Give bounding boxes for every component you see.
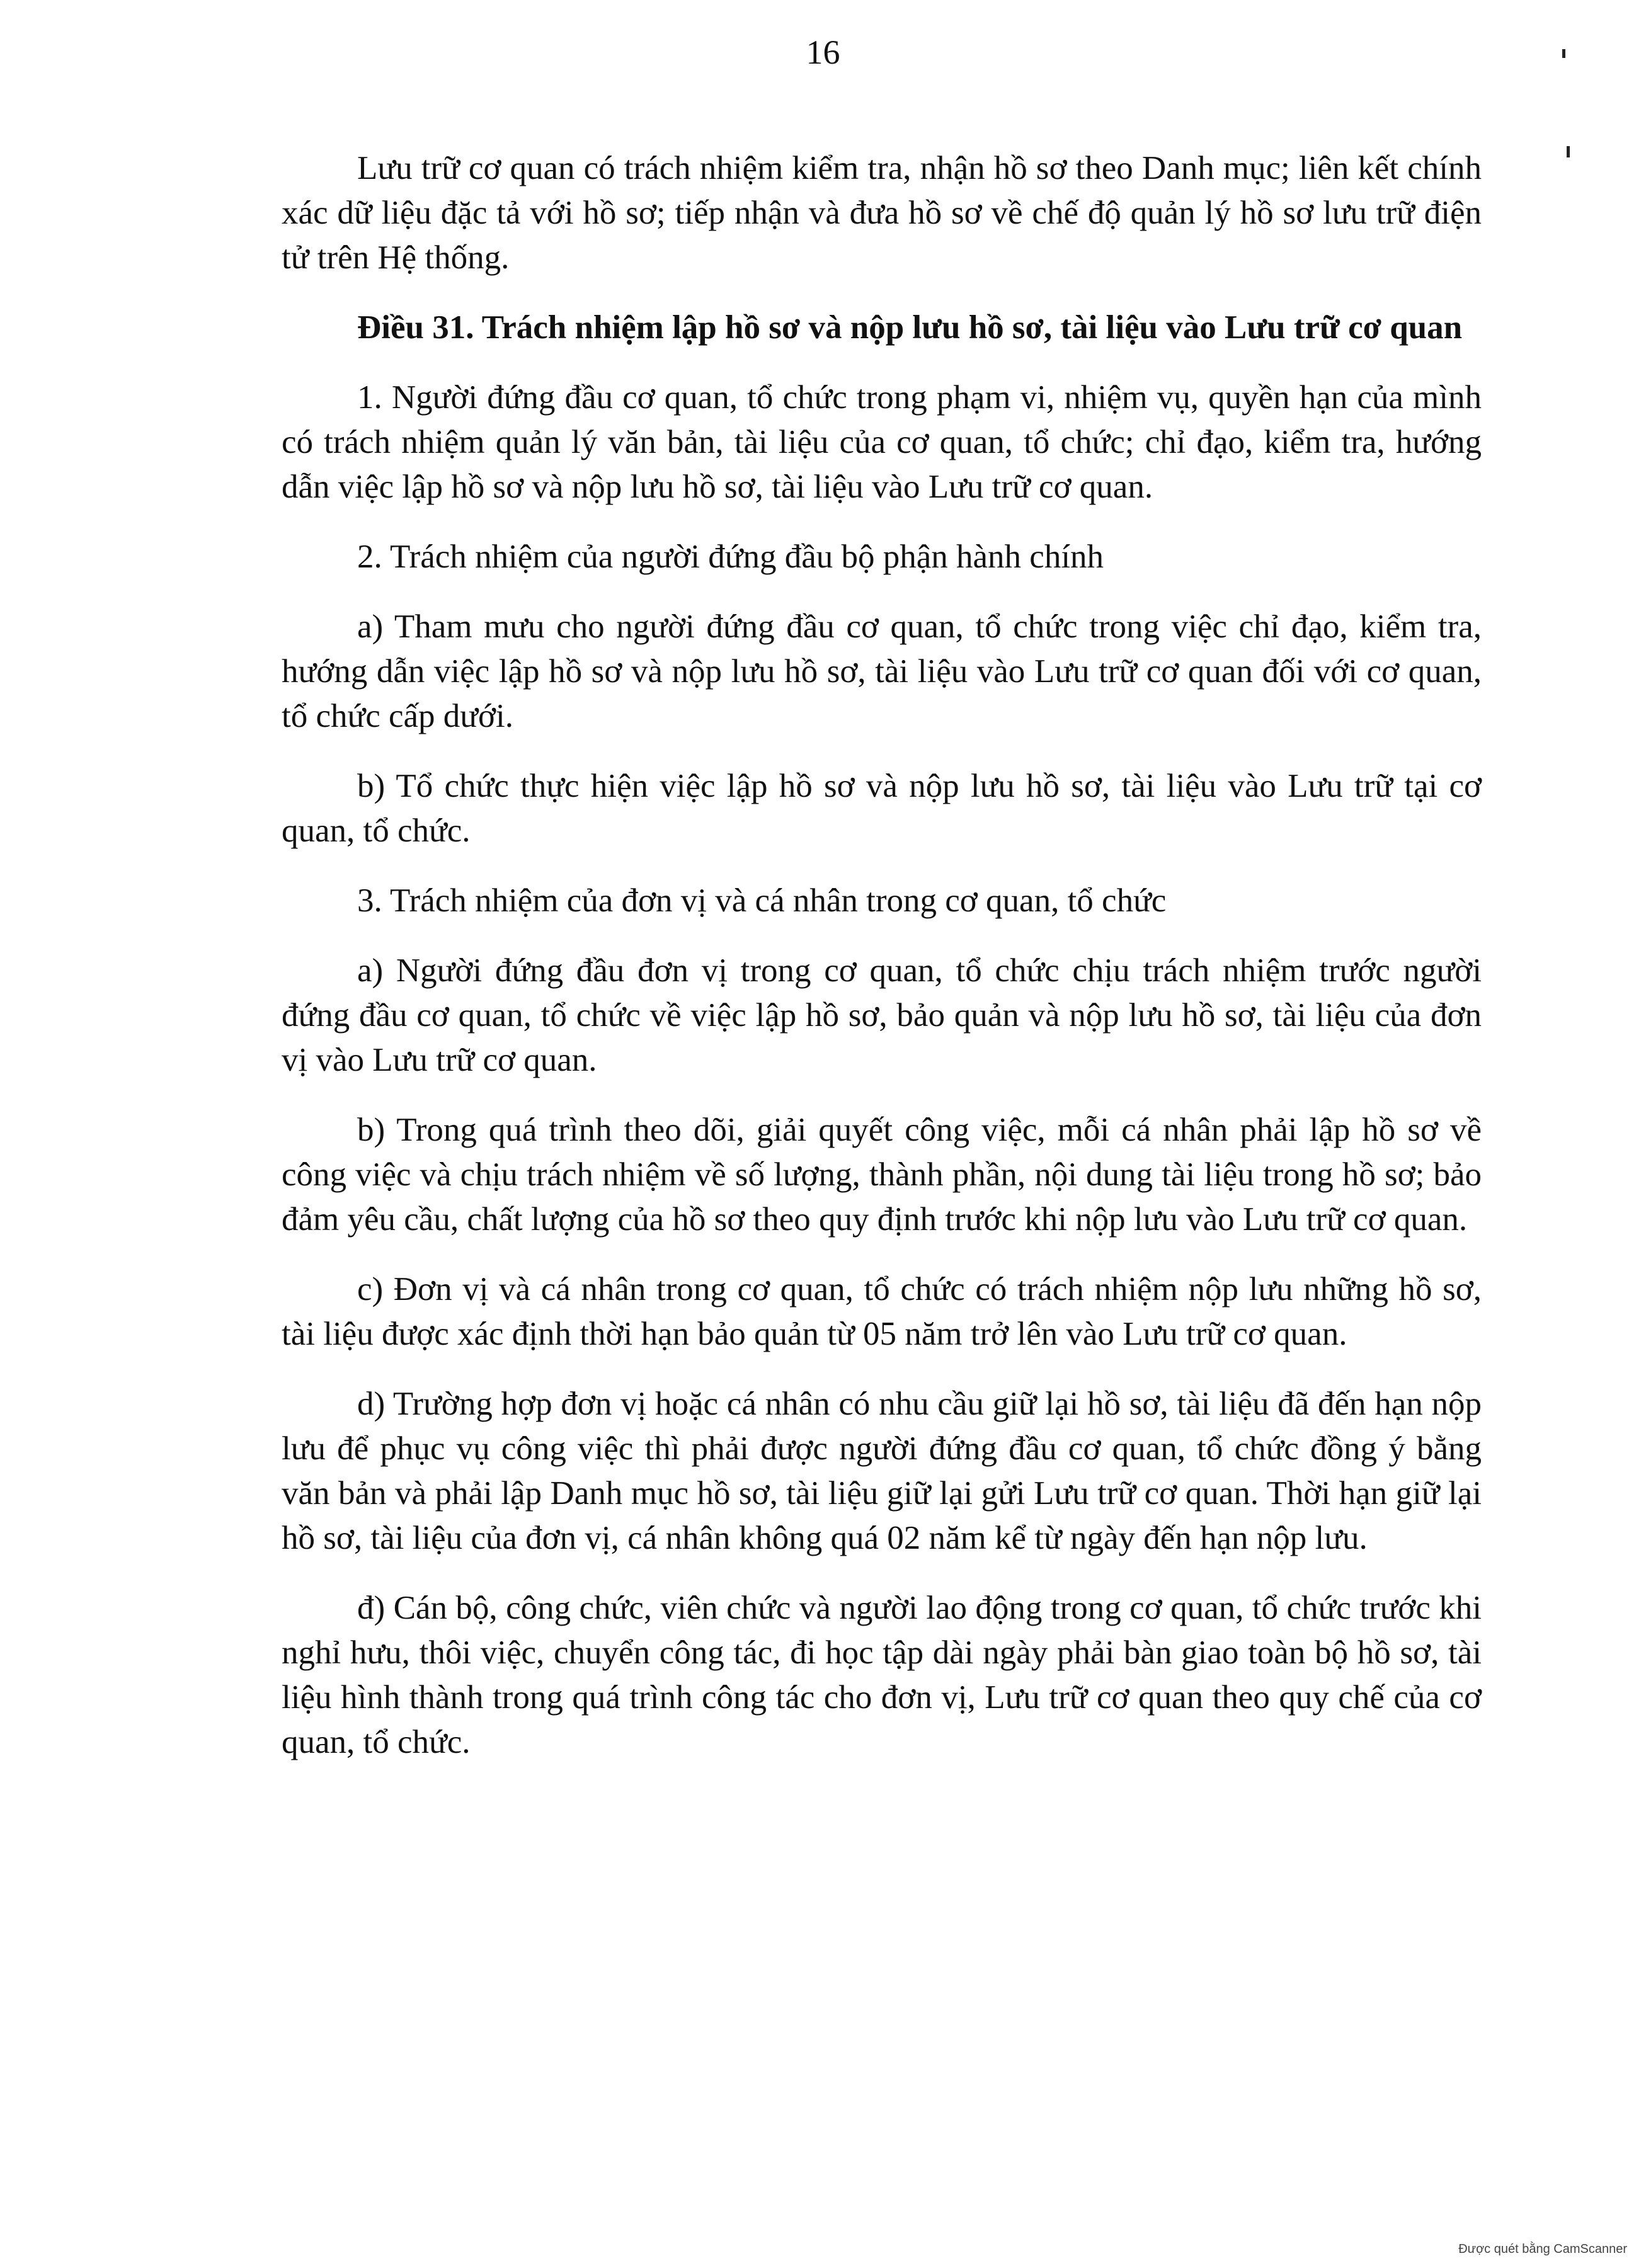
clause-3-c: c) Đơn vị và cá nhân trong cơ quan, tổ chức có trách nhiệm nộp lưu những hồ sơ, tài liệu được xác định thời hạn bảo quản từ 05 năm trở lên vào Lưu trữ cơ quan.: [282, 1271, 1482, 1352]
clause-2: 2. Trách nhiệm của người đứng đầu bộ phận hành chính: [357, 539, 1104, 575]
clause-3-b: b) Trong quá trình theo dõi, giải quyết công việc, mỗi cá nhân phải lập hồ sơ về công việc và chịu trách nhiệm về số lượng, thành phần, nội dung tài liệu trong hồ sơ; bảo đảm yêu cầu, chất lượng của hồ sơ theo quy định trước khi nộp lưu vào Lưu trữ cơ quan.: [282, 1112, 1482, 1238]
clause-2-b: b) Tổ chức thực hiện việc lập hồ sơ và nộp lưu hồ sơ, tài liệu vào Lưu trữ tại cơ quan, tổ chức.: [282, 768, 1482, 849]
clause-3-a: a) Người đứng đầu đơn vị trong cơ quan, tổ chức chịu trách nhiệm trước người đứng đầu cơ quan, tổ chức về việc lập hồ sơ, bảo quản và nộp lưu hồ sơ, tài liệu của đơn vị vào Lưu trữ cơ quan.: [282, 952, 1482, 1078]
scan-mark: [1567, 146, 1570, 157]
clause-3-d: d) Trường hợp đơn vị hoặc cá nhân có nhu cầu giữ lại hồ sơ, tài liệu đã đến hạn nộp lưu để phục vụ công việc thì phải được người đứng đầu cơ quan, tổ chức đồng ý bằng văn bản và phải lập Danh mục hồ sơ, tài liệu giữ lại gửi Lưu trữ cơ quan. Thời hạn giữ lại hồ sơ, tài liệu của đơn vị, cá nhân không quá 02 năm kể từ ngày đến hạn nộp lưu.: [282, 1386, 1482, 1556]
article-heading: Điều 31. Trách nhiệm lập hồ sơ và nộp lưu hồ sơ, tài liệu vào Lưu trữ cơ quan: [357, 309, 1463, 346]
paragraph: Lưu trữ cơ quan có trách nhiệm kiểm tra, nhận hồ sơ theo Danh mục; liên kết chính xác dữ liệu đặc tả với hồ sơ; tiếp nhận và đưa hồ sơ về chế độ quản lý hồ sơ lưu trữ điện tử trên Hệ thống.: [282, 150, 1482, 276]
scanner-watermark: Được quét bằng CamScanner: [1458, 2242, 1627, 2256]
scan-mark: [1562, 49, 1565, 58]
clause-3-dd: đ) Cán bộ, công chức, viên chức và người lao động trong cơ quan, tổ chức trước khi nghỉ hưu, thôi việc, chuyển công tác, đi học tập dài ngày phải bàn giao toàn bộ hồ sơ, tài liệu hình thành trong quá trình công tác cho đơn vị, Lưu trữ cơ quan theo quy chế của cơ quan, tổ chức.: [282, 1590, 1482, 1760]
document-body: [282, 146, 1482, 1790]
clause-1: 1. Người đứng đầu cơ quan, tổ chức trong phạm vi, nhiệm vụ, quyền hạn của mình có trách nhiệm quản lý văn bản, tài liệu của cơ quan, tổ chức; chỉ đạo, kiểm tra, hướng dẫn việc lập hồ sơ và nộp lưu hồ sơ, tài liệu vào Lưu trữ cơ quan.: [282, 379, 1482, 505]
clause-3: 3. Trách nhiệm của đơn vị và cá nhân trong cơ quan, tổ chức: [357, 882, 1167, 919]
clause-2-a: a) Tham mưu cho người đứng đầu cơ quan, tổ chức trong việc chỉ đạo, kiểm tra, hướng dẫn việc lập hồ sơ và nộp lưu hồ sơ, tài liệu vào Lưu trữ cơ quan đối với cơ quan, tổ chức cấp dưới.: [282, 608, 1482, 734]
page-number: 16: [806, 33, 840, 71]
